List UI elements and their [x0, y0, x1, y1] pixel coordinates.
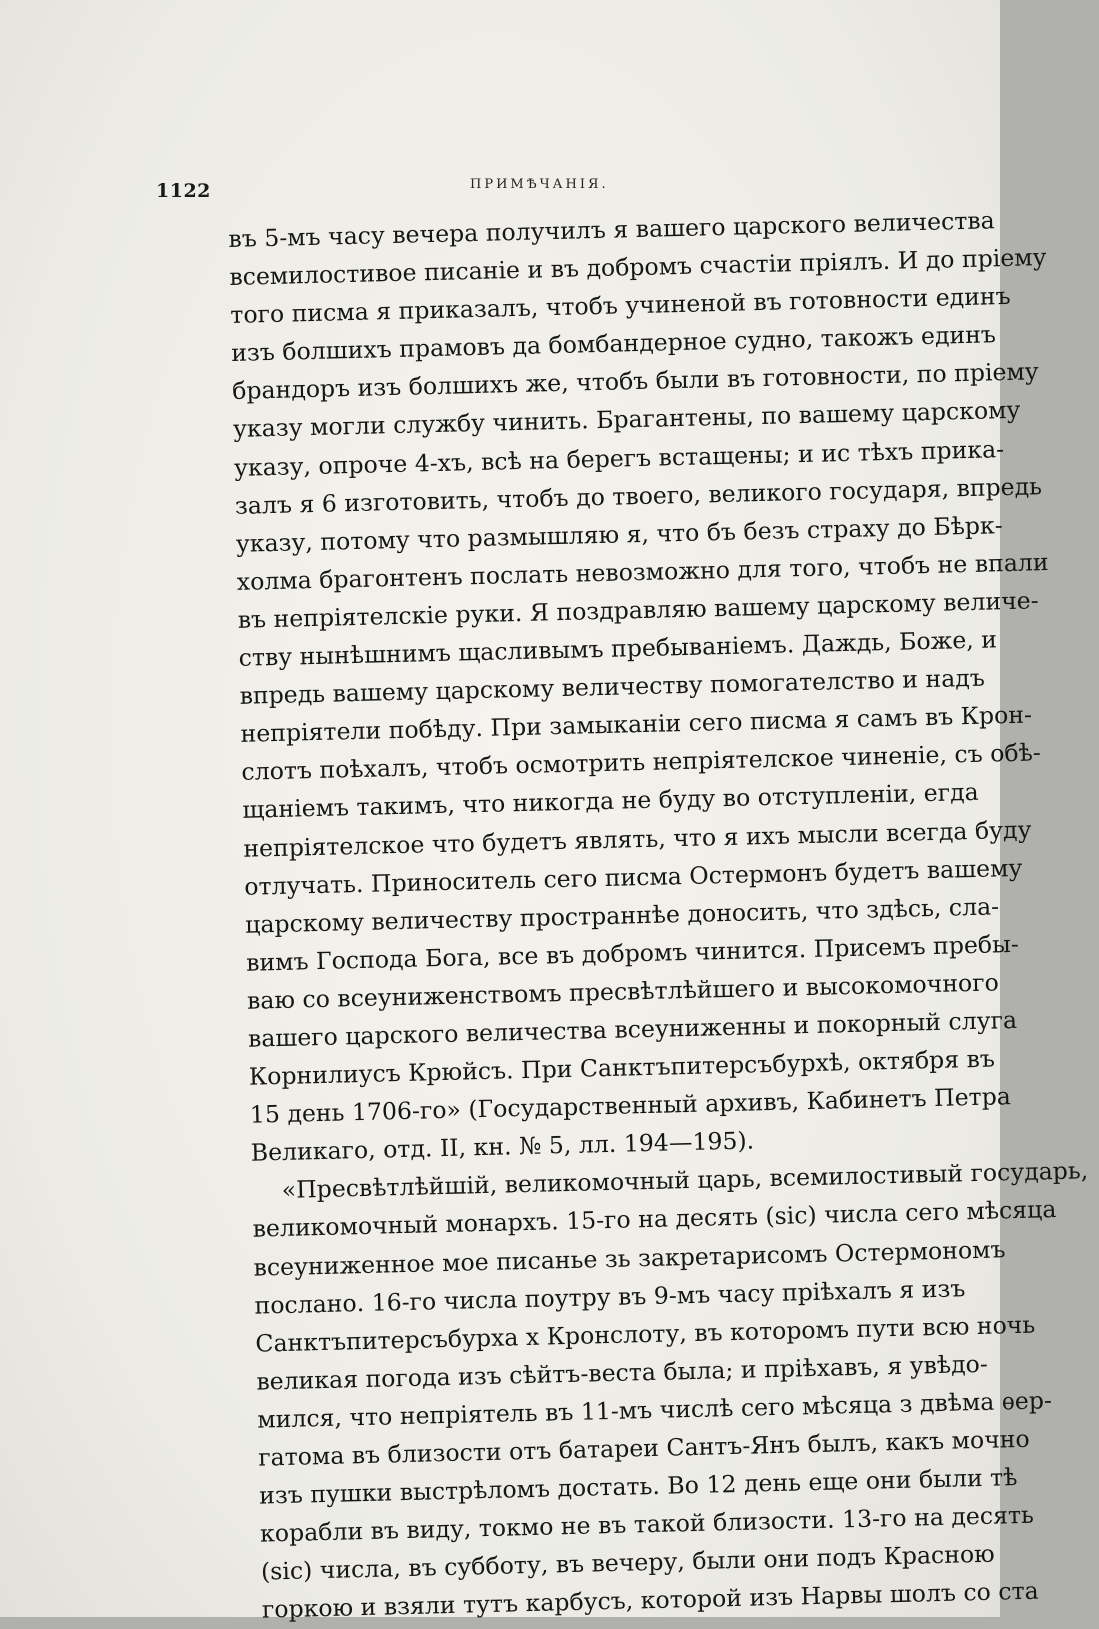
text-line: Санктъпитерсъбурха х Кронслоту, въ которомъ пути всю ночь — [255, 1310, 1036, 1358]
text-line: горкою и взяли тутъ карбусъ, которой изъ Нарвы шолъ со ста — [261, 1576, 1039, 1624]
text-line: 15 день 1706-го» (Государственный архивъ, Кабинетъ Петра — [249, 1082, 1012, 1129]
text-line: царскому величеству пространнѣе доносить, что здѣсь, сла- — [244, 892, 1000, 939]
text-line: ству нынѣшнимъ щасливымъ пребываніемъ. Даждь, Боже, и — [238, 625, 998, 672]
text-line: изъ пушки выстрѣломъ достать. Во 12 день еще они были тѣ — [258, 1463, 1018, 1510]
text-line: великая погода изъ сѣйтъ-веста была; и пріѣхавъ, я увѣдо- — [256, 1349, 989, 1396]
text-line: брандоръ изъ болшихъ же, чтобъ были въ готовности, по пріему — [231, 357, 1039, 406]
text-line: послано. 16-го числа поутру въ 9-мъ часу пріѣхалъ я изъ — [254, 1273, 966, 1320]
text-line: залъ я 6 изготовить, чтобъ до твоего, великого государя, впредь — [234, 471, 1043, 520]
text-line: холма брагонтенъ послать невозможно для того, чтобъ не впали — [236, 547, 1049, 596]
body-text — [228, 203, 1089, 1629]
text-line: всеуниженное мое писанье зь закретарисомъ Остермономъ — [253, 1234, 1006, 1282]
text-line: щаніемъ такимъ, что никогда не буду во отступленіи, егда — [242, 778, 979, 825]
text-line: мился, что непріятель въ 11-мъ числѣ сего мѣсяца з двѣма ѳер- — [256, 1386, 1053, 1434]
running-head: ПРИМѢЧАНІЯ. — [470, 177, 609, 192]
text-line: въ непріятелскіе руки. Я поздравляю вашему царскому величе- — [237, 586, 1040, 634]
text-line: указу, опроче 4-хъ, всѣ на берегъ встащены; и ис тѣхъ прика- — [233, 434, 1005, 482]
text-line: великомочный монархъ. 15-го на десять (sic) числа сего мѣсяца — [252, 1195, 1057, 1244]
text-line: ваю со всеуниженствомъ пресвѣтлѣйшего и высокомочного — [246, 968, 1000, 1015]
text-line: «Пресвѣтлѣйшій, великомочный царь, всемилостивый государь, — [281, 1156, 1089, 1205]
text-line: непріятелское что будетъ являть, что я ихъ мысли всегда буду — [243, 815, 1032, 863]
text-line: Великаго, отд. II, кн. № 5, лл. 194—195). — [250, 1126, 755, 1167]
text-line: изъ болшихъ прамовъ да бомбандерное судно, такожъ единъ — [230, 320, 997, 368]
text-line: того писма я приказалъ, чтобъ учиненой въ готовности единъ — [229, 282, 1011, 330]
text-line: отлучать. Приноситель сего писма Остермонъ будетъ вашему — [243, 853, 1023, 901]
text-line: непріятели побѣду. При замыканіи сего писма я самъ въ Крон- — [240, 700, 1033, 749]
text-line: гатома въ близости отъ батареи Сантъ-Янъ былъ, какъ мочно — [257, 1424, 1030, 1472]
text-line: указу, потому что размышляю я, что бъ безъ страху до Бѣрк- — [235, 510, 1004, 558]
text-line: указу могли службу чинить. Брагантены, по вашему царскому — [232, 396, 1021, 444]
text-line: Корнилиусъ Крюйсъ. При Санктъпитерсъбурхѣ, октября въ — [248, 1044, 996, 1091]
text-line: въ 5-мъ часу вечера получилъ я вашего царского величества — [228, 206, 995, 253]
text-line: слотъ поѣхалъ, чтобъ осмотрить непріятелское чиненіе, съ обѣ- — [241, 738, 1042, 787]
text-line: (sic) числа, въ субботу, въ вечеру, были они подъ Красною — [260, 1539, 995, 1586]
page-number: 1122 — [156, 180, 211, 202]
text-line: корабли въ виду, токмо не въ такой близости. 13-го на десять — [259, 1500, 1035, 1548]
text-line: всемилостивое писаніе и въ добромъ счастіи пріялъ. И до пріему — [229, 243, 1047, 292]
text-line: впредь вашему царскому величеству помогателство и надъ — [239, 663, 986, 710]
text-line: вашего царского величества всеуниженны и покорный слуга — [247, 1005, 1018, 1053]
text-line: вимъ Господа Бога, все въ добромъ чинится. Присемъ пребы- — [245, 929, 1020, 977]
